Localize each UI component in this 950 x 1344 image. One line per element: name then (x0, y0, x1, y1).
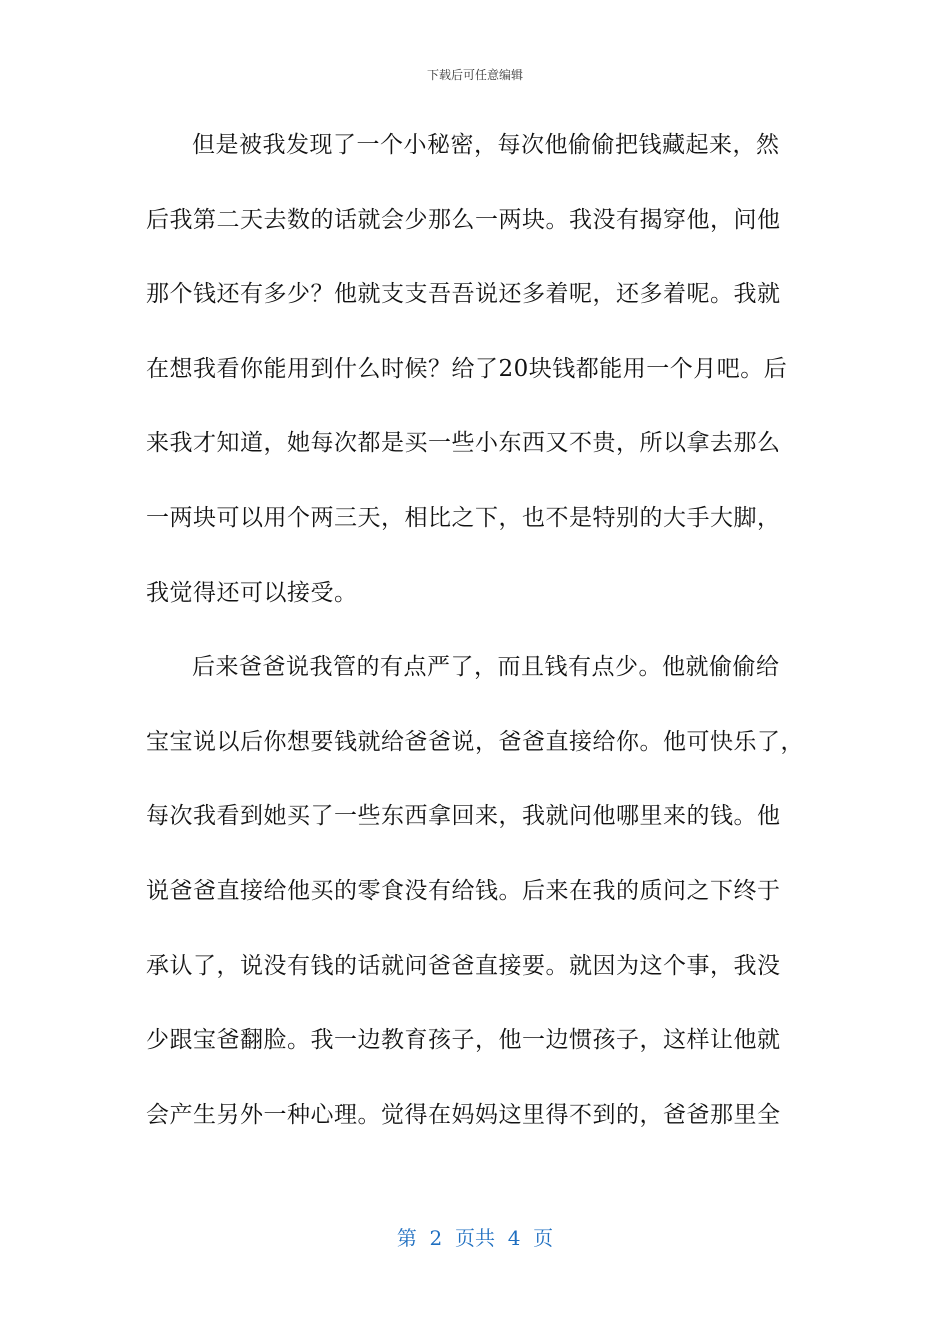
text-line: 会产生另外一种心理。觉得在妈妈这里得不到的，爸爸那里全 (146, 1101, 781, 1128)
text-line: 后来爸爸说我管的有点严了，而且钱有点少。他就偷偷给 (192, 654, 780, 681)
text-line: 我觉得还可以接受。 (146, 579, 358, 606)
text-line: 少跟宝爸翻脸。我一边教育孩子，他一边惯孩子，这样让他就 (146, 1027, 781, 1054)
text-line: 一两块可以用个两三天，相比之下，也不是特别的大手大脚， (146, 504, 781, 531)
paragraph-2 (146, 630, 806, 1152)
paragraph-1 (146, 108, 806, 630)
text-line: 每次我看到她买了一些东西拿回来，我就问他哪里来的钱。他 (146, 803, 781, 830)
text-line: 说爸爸直接给他买的零食没有给钱。后来在我的质问之下终于 (146, 877, 781, 904)
page-number-footer: 第 2 页共 4 页 (396, 1226, 554, 1250)
text-line: 宝宝说以后你想要钱就给爸爸说，爸爸直接给你。他可快乐了， (146, 728, 804, 755)
page-header: 下载后可任意编辑 (426, 68, 523, 82)
document-body (146, 108, 806, 1152)
text-line: 后我第二天去数的话就会少那么一两块。我没有揭穿他，问他 (146, 206, 781, 233)
text-line: 那个钱还有多少？他就支支吾吾说还多着呢，还多着呢。我就 (146, 281, 781, 308)
text-line: 承认了，说没有钱的话就问爸爸直接要。就因为这个事，我没 (146, 952, 781, 979)
text-line: 来我才知道，她每次都是买一些小东西又不贵，所以拿去那么 (146, 430, 781, 457)
text-line: 在想我看你能用到什么时候？给了20块钱都能用一个月吧。后 (146, 355, 788, 382)
text-line: 但是被我发现了一个小秘密，每次他偷偷把钱藏起来，然 (192, 132, 780, 158)
